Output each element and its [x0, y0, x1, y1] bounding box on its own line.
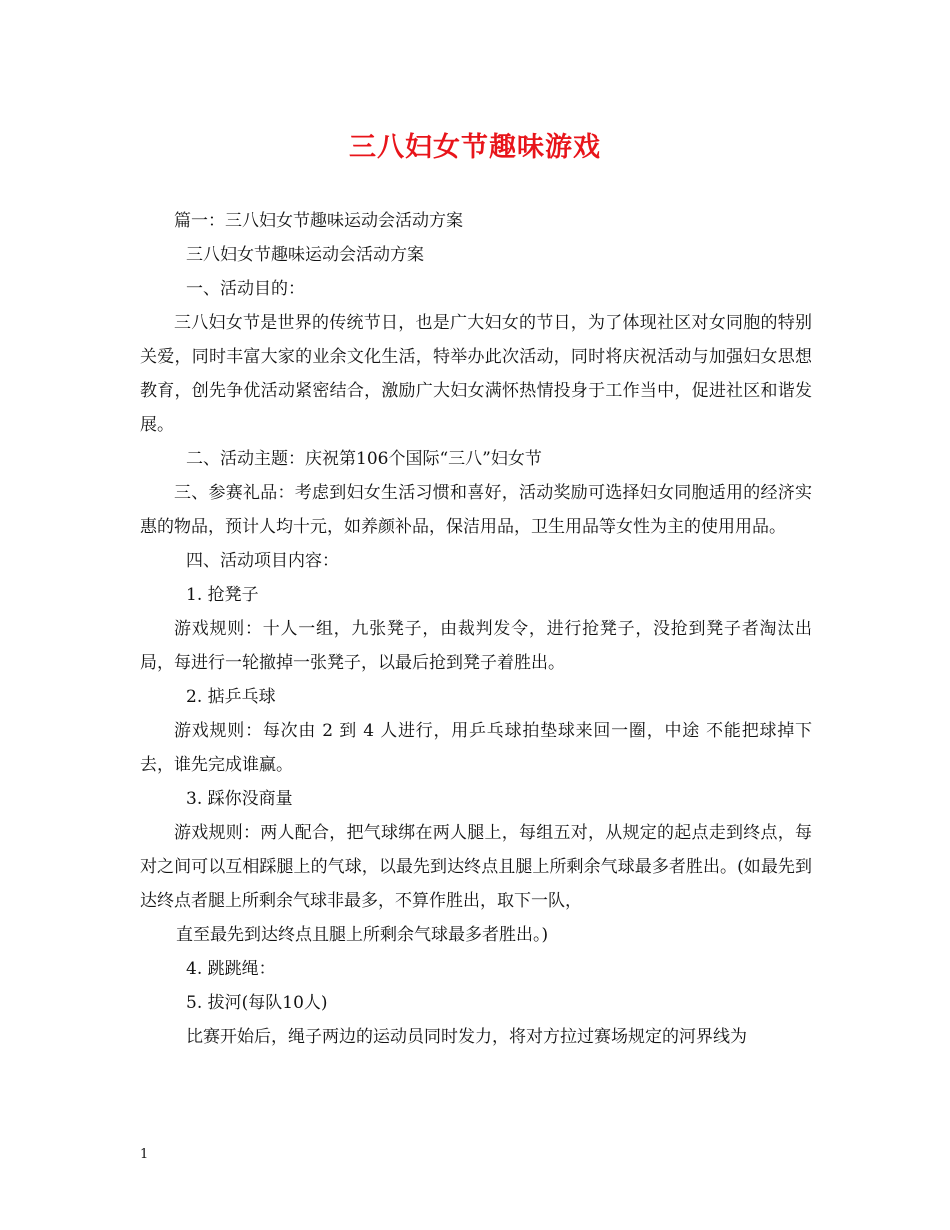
item-1-heading: 1. 抢凳子 — [186, 585, 259, 605]
plan-title: 三八妇女节趣味运动会活动方案 — [186, 245, 424, 265]
paragraph-purpose: 三八妇女节是世界的传统节日，也是广大妇女的节日，为了体现社区对女同胞的特别关爱，同时丰富大家的业余文化生活，特举办此次活动，同时将庆祝活动与加强妇女思想教育，创先争优活动紧密结合，激励广大妇女满怀热情投身于工作当中，促进社区和谐发展。 — [140, 313, 812, 435]
item-2-rules: 游戏规则：每次由 2 到 4 人进行，用乒乓球拍垫球来回一圈，中途 不能把球掉下去，谁先完成谁赢。 — [140, 721, 812, 775]
section-heading: 篇一：三八妇女节趣味运动会活动方案 — [174, 211, 463, 231]
section-items: 四、活动项目内容： — [186, 551, 339, 571]
item-5-description: 比赛开始后，绳子两边的运动员同时发力，将对方拉过赛场规定的河界线为 — [186, 1027, 747, 1047]
item-5-heading: 5. 拔河(每队10人) — [186, 993, 328, 1013]
item-3-heading: 3. 踩你没商量 — [186, 789, 293, 809]
paragraph-prizes: 三、参赛礼品：考虑到妇女生活习惯和喜好，活动奖励可选择妇女同胞适用的经济实惠的物品，预计人均十元，如养颜补品，保洁用品，卫生用品等女性为主的使用用品。 — [140, 483, 812, 537]
page-title: 三八妇女节趣味游戏 — [349, 132, 601, 163]
item-3-rules-continued: 直至最先到达终点且腿上所剩余气球最多者胜出。) — [176, 925, 549, 945]
item-3-rules: 游戏规则：两人配合，把气球绑在两人腿上，每组五对，从规定的起点走到终点，每对之间可以互相踩腿上的气球，以最先到达终点且腿上所剩余气球最多者胜出。(如最先到达终点者腿上所剩余气球非最多，不算作胜出，取下一队， — [140, 823, 812, 911]
item-2-heading: 2. 掂乒乓球 — [186, 687, 276, 707]
item-4-heading: 4. 跳跳绳： — [186, 959, 276, 979]
section-theme: 二、活动主题：庆祝第106个国际“三八”妇女节 — [186, 449, 542, 469]
page-number: 1 — [140, 1147, 149, 1162]
item-1-rules: 游戏规则：十人一组，九张凳子，由裁判发令，进行抢凳子，没抢到凳子者淘汰出局，每进行一轮撤掉一张凳子，以最后抢到凳子着胜出。 — [140, 619, 812, 673]
section-purpose: 一、活动目的： — [186, 279, 305, 299]
document-body — [140, 204, 812, 1054]
